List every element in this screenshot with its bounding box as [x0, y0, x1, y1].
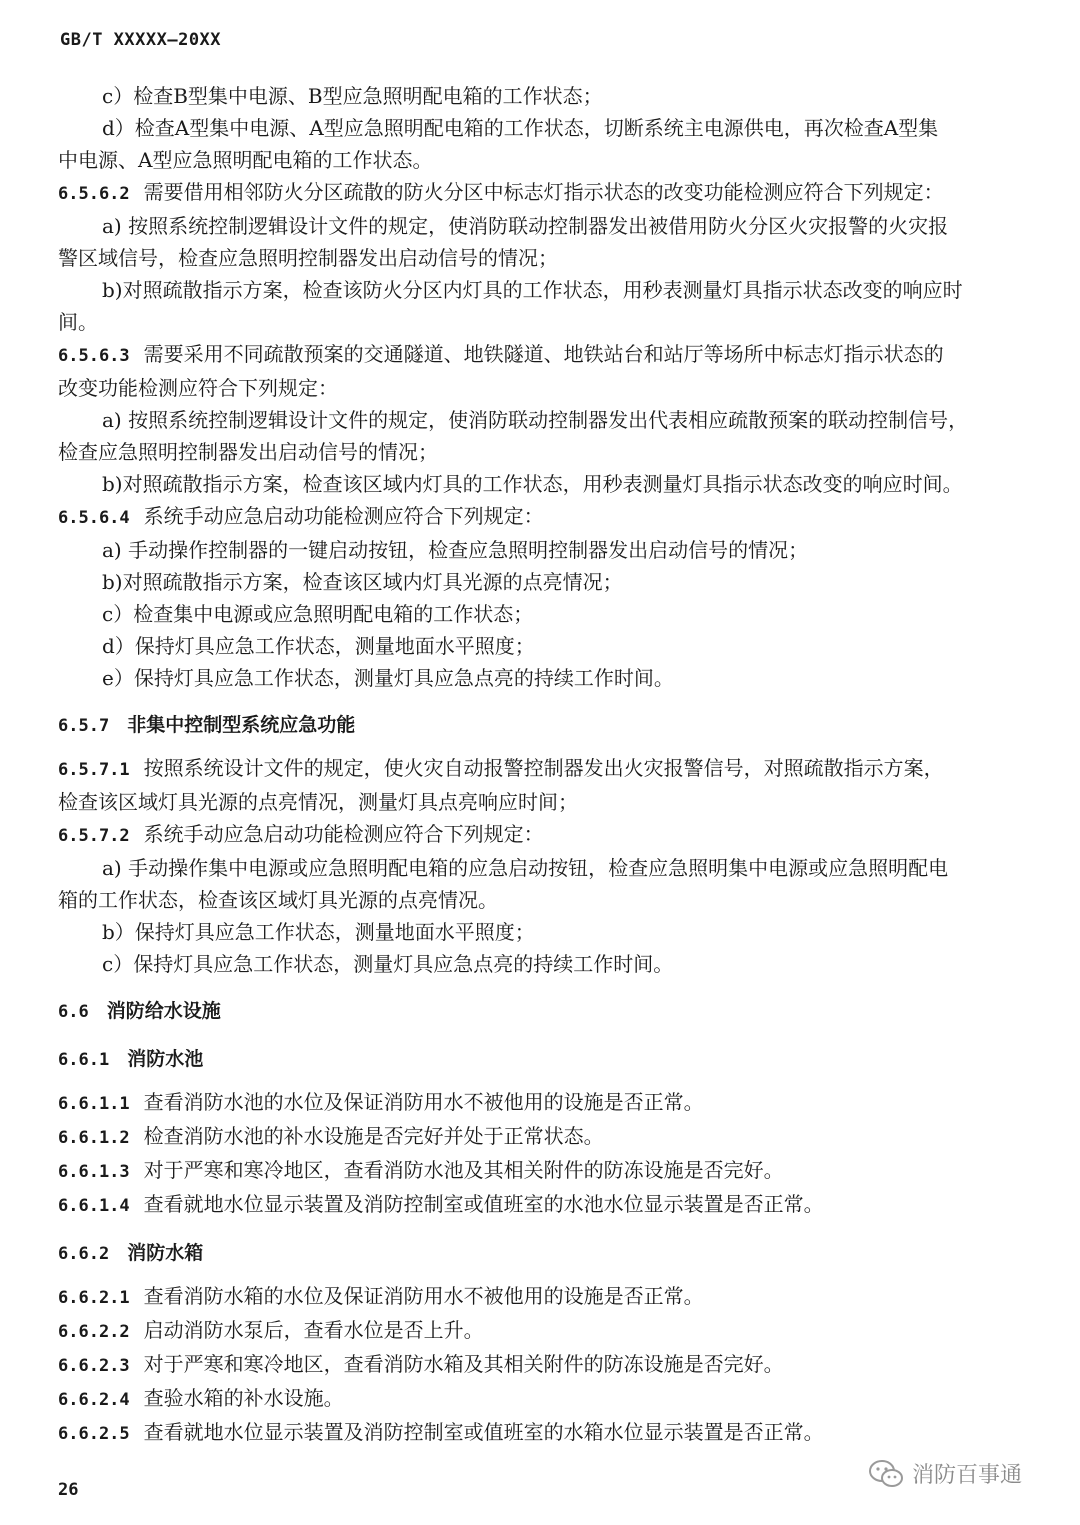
line-text: 改变功能检测应符合下列规定： — [58, 376, 338, 400]
clause-line — [58, 1314, 1038, 1348]
list-item — [58, 630, 1038, 662]
standard-code-header: GB/T XXXXX—20XX — [60, 30, 222, 50]
page-number: 26 — [58, 1480, 79, 1500]
clause-line — [58, 176, 1038, 210]
list-item — [58, 468, 1038, 500]
line-text: 对于严寒和寒冷地区，查看消防水箱及其相关附件的防冻设施是否完好。 — [143, 1352, 784, 1376]
section-heading — [58, 708, 1038, 742]
line-text: 消防给水设施 — [106, 1000, 221, 1022]
clause-line — [58, 1416, 1038, 1450]
clause-number: 6.6.2.2 — [58, 1322, 130, 1342]
clause-number: 6.6.1.1 — [58, 1094, 130, 1114]
line-text: 需要采用不同疏散预案的交通隧道、地铁隧道、地铁站台和站厅等场所中标志灯指示状态的 — [143, 342, 944, 366]
line-text: a) 按照系统控制逻辑设计文件的规定，使消防联动控制器发出被借用防火分区火灾报警的火灾报 — [102, 214, 949, 238]
clause-line — [58, 338, 1038, 372]
clause-number: 6.5.6.2 — [58, 184, 130, 204]
line-text: e）保持灯具应急工作状态，测量灯具应急点亮的持续工作时间。 — [102, 666, 674, 690]
line-text: 对于严寒和寒冷地区，查看消防水池及其相关附件的防冻设施是否完好。 — [143, 1158, 784, 1182]
clause-line — [58, 1120, 1038, 1154]
list-item — [58, 598, 1038, 630]
line-text: 按照系统设计文件的规定，使火灾自动报警控制器发出火灾报警信号，对照疏散指示方案， — [143, 756, 944, 780]
line-text: 查看消防水箱的水位及保证消防用水不被他用的设施是否正常。 — [143, 1284, 704, 1308]
line-text: 查看就地水位显示装置及消防控制室或值班室的水池水位显示装置是否正常。 — [143, 1192, 824, 1216]
line-text: b)对照疏散指示方案，检查该防火分区内灯具的工作状态，用秒表测量灯具指示状态改变的响应时 — [102, 278, 963, 302]
clause-line — [58, 1086, 1038, 1120]
list-item — [58, 534, 1038, 566]
line-text: 检查该区域灯具光源的点亮情况，测量灯具点亮响应时间； — [58, 790, 578, 814]
line-text: 系统手动应急启动功能检测应符合下列规定： — [143, 504, 544, 528]
line-text: 非集中控制型系统应急功能 — [127, 714, 356, 736]
clause-number: 6.5.7 — [58, 716, 110, 736]
clause-number: 6.5.7.2 — [58, 826, 130, 846]
clause-number: 6.6 — [58, 1002, 89, 1022]
watermark-text: 消防百事通 — [912, 1463, 1023, 1488]
section-heading — [58, 994, 1038, 1028]
line-text: 箱的工作状态，检查该区域灯具光源的点亮情况。 — [58, 888, 498, 912]
line-text: 查看就地水位显示装置及消防控制室或值班室的水箱水位显示装置是否正常。 — [143, 1420, 824, 1444]
line-text: 间。 — [58, 310, 98, 334]
line-text: 启动消防水泵后，查看水位是否上升。 — [143, 1318, 484, 1342]
clause-number: 6.6.1 — [58, 1050, 110, 1070]
line-text: 检查消防水池的补水设施是否完好并处于正常状态。 — [143, 1124, 604, 1148]
continuation-line — [58, 144, 1038, 176]
list-item — [58, 566, 1038, 598]
line-text: c）检查集中电源或应急照明配电箱的工作状态； — [102, 602, 534, 626]
continuation-line — [58, 884, 1038, 916]
line-text: 系统手动应急启动功能检测应符合下列规定： — [143, 822, 544, 846]
list-item — [58, 112, 1038, 144]
clause-number: 6.6.2.4 — [58, 1390, 130, 1410]
watermark — [868, 1458, 1022, 1489]
continuation-line — [58, 372, 1038, 404]
clause-number: 6.6.1.3 — [58, 1162, 130, 1182]
list-item — [58, 80, 1038, 112]
line-text: 警区域信号，检查应急照明控制器发出启动信号的情况； — [58, 246, 558, 270]
line-text: 消防水箱 — [127, 1242, 204, 1264]
clause-line — [58, 500, 1038, 534]
continuation-line — [58, 436, 1038, 468]
list-item — [58, 274, 1038, 306]
line-text: c）保持灯具应急工作状态，测量灯具应急点亮的持续工作时间。 — [102, 952, 674, 976]
clause-line — [58, 1280, 1038, 1314]
clause-line — [58, 752, 1038, 786]
clause-number: 6.6.1.4 — [58, 1196, 130, 1216]
line-text: c）检查B型集中电源、B型应急照明配电箱的工作状态； — [102, 84, 603, 108]
list-item — [58, 916, 1038, 948]
line-text: a) 手动操作集中电源或应急照明配电箱的应急启动按钮，检查应急照明集中电源或应急照明配电 — [102, 856, 949, 880]
line-text: 查看消防水池的水位及保证消防用水不被他用的设施是否正常。 — [143, 1090, 704, 1114]
clause-number: 6.6.2 — [58, 1244, 110, 1264]
list-item — [58, 662, 1038, 694]
list-item — [58, 948, 1038, 980]
line-text: b）保持灯具应急工作状态，测量地面水平照度； — [102, 920, 535, 944]
line-text: a) 按照系统控制逻辑设计文件的规定，使消防联动控制器发出代表相应疏散预案的联动控制信号， — [102, 408, 969, 432]
clause-line — [58, 1154, 1038, 1188]
line-text: b)对照疏散指示方案，检查该区域内灯具的工作状态，用秒表测量灯具指示状态改变的响应时间。 — [102, 472, 963, 496]
clause-number: 6.6.2.3 — [58, 1356, 130, 1376]
line-text: d）保持灯具应急工作状态，测量地面水平照度； — [102, 634, 535, 658]
list-item — [58, 852, 1038, 884]
list-item — [58, 404, 1038, 436]
clause-number: 6.6.1.2 — [58, 1128, 130, 1148]
clause-number: 6.6.2.1 — [58, 1288, 130, 1308]
continuation-line — [58, 786, 1038, 818]
line-text: 查验水箱的补水设施。 — [143, 1386, 344, 1410]
list-item — [58, 210, 1038, 242]
line-text: 检查应急照明控制器发出启动信号的情况； — [58, 440, 438, 464]
clause-number: 6.5.6.4 — [58, 508, 130, 528]
line-text: a) 手动操作控制器的一键启动按钮，检查应急照明控制器发出启动信号的情况； — [102, 538, 809, 562]
clause-line — [58, 818, 1038, 852]
line-text: 消防水池 — [127, 1048, 204, 1070]
line-text: b)对照疏散指示方案，检查该区域内灯具光源的点亮情况； — [102, 570, 623, 594]
document-body — [58, 80, 1038, 1450]
clause-line — [58, 1188, 1038, 1222]
line-text: 中电源、A型应急照明配电箱的工作状态。 — [58, 148, 433, 172]
clause-number: 6.5.6.3 — [58, 346, 130, 366]
clause-number: 6.5.7.1 — [58, 760, 130, 780]
wechat-icon — [868, 1459, 904, 1489]
line-text: d）检查A型集中电源、A型应急照明配电箱的工作状态，切断系统主电源供电，再次检查A型集 — [102, 116, 939, 140]
clause-number: 6.6.2.5 — [58, 1424, 130, 1444]
section-heading — [58, 1236, 1038, 1270]
clause-line — [58, 1382, 1038, 1416]
section-heading — [58, 1042, 1038, 1076]
clause-line — [58, 1348, 1038, 1382]
continuation-line — [58, 306, 1038, 338]
continuation-line — [58, 242, 1038, 274]
line-text: 需要借用相邻防火分区疏散的防火分区中标志灯指示状态的改变功能检测应符合下列规定： — [143, 180, 944, 204]
